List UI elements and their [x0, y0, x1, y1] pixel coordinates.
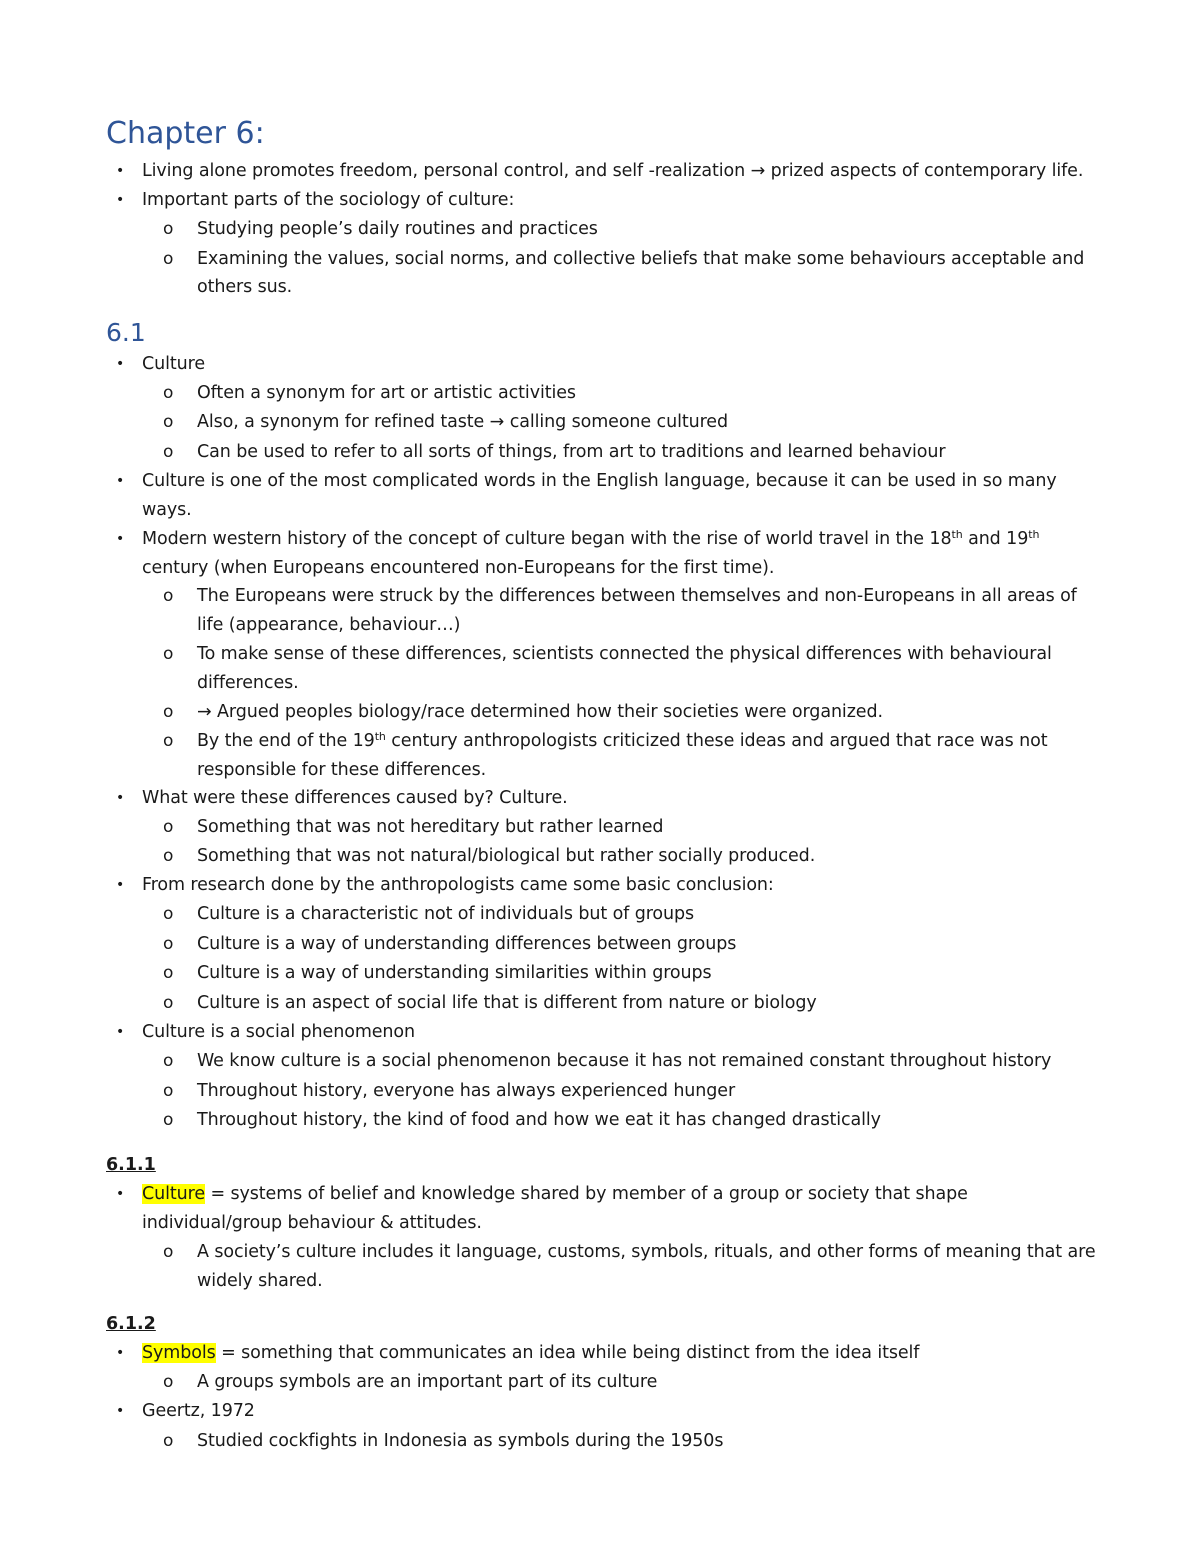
sub-bullet-marker: o [163, 1051, 174, 1071]
sub-bullet-marker: o [163, 1242, 174, 1262]
sub-list-item-continued: responsible for these differences. [197, 760, 487, 780]
bullet-marker: • [116, 163, 125, 179]
list-item: What were these differences caused by? Culture. [142, 788, 568, 808]
sub-list-item: Culture is a way of understanding differences between groups [197, 934, 737, 954]
list-item: Culture [142, 354, 206, 374]
sub-list-item: Throughout history, everyone has always experienced hunger [197, 1081, 736, 1101]
bullet-marker: • [116, 192, 125, 208]
section-title-6-1-1: 6.1.1 [106, 1155, 156, 1175]
sub-bullet-marker: o [163, 963, 174, 983]
sub-list-item: Throughout history, the kind of food and how we eat it has changed drastically [197, 1110, 881, 1130]
bullet-marker: • [116, 1345, 125, 1361]
sub-list-item: Culture is an aspect of social life that is different from nature or biology [197, 993, 817, 1013]
arrow-icon: → [489, 412, 505, 432]
list-item: Modern western history of the concept of culture began with the rise of world travel in the 18th and 19th [142, 528, 1040, 549]
sub-bullet-marker: o [163, 846, 174, 866]
sub-bullet-marker: o [163, 904, 174, 924]
sub-list-item-continued: life (appearance, behaviour…) [197, 615, 461, 635]
sub-bullet-marker: o [163, 934, 174, 954]
bullet-marker: • [116, 877, 125, 893]
sub-list-item: The Europeans were struck by the differences between themselves and non-Europeans in all areas of [197, 586, 1077, 606]
arrow-icon: → [750, 161, 766, 181]
sub-list-item: Culture is a way of understanding similarities within groups [197, 963, 712, 983]
list-item: Culture is a social phenomenon [142, 1022, 416, 1042]
sub-bullet-marker: o [163, 1081, 174, 1101]
bullet-marker: • [116, 473, 125, 489]
sub-list-item: Studying people’s daily routines and practices [197, 219, 598, 239]
sub-list-item: → Argued peoples biology/race determined how their societies were organized. [197, 702, 883, 722]
bullet-marker: • [116, 790, 125, 806]
sub-list-item: Also, a synonym for refined taste → calling someone cultured [197, 412, 728, 432]
sub-list-item: Something that was not natural/biological but rather socially produced. [197, 846, 816, 866]
sub-bullet-marker: o [163, 412, 174, 432]
chapter-title: Chapter 6: [106, 116, 265, 151]
bullet-marker: • [116, 1403, 125, 1419]
sub-list-item: Something that was not hereditary but rather learned [197, 817, 664, 837]
sub-bullet-marker: o [163, 702, 174, 722]
list-item: Living alone promotes freedom, personal control, and self -realization → prized aspects of contemporary life. [142, 161, 1084, 181]
sub-bullet-marker: o [163, 586, 174, 606]
sub-bullet-marker: o [163, 993, 174, 1013]
section-title-6-1: 6.1 [106, 318, 146, 347]
sub-bullet-marker: o [163, 383, 174, 403]
sub-list-item: Can be used to refer to all sorts of things, from art to traditions and learned behaviour [197, 442, 946, 462]
list-item-continued: individual/group behaviour & attitudes. [142, 1213, 482, 1233]
list-item-continued: century (when Europeans encountered non-Europeans for the first time). [142, 558, 775, 578]
sub-list-item: Examining the values, social norms, and collective beliefs that make some behaviours acceptable and [197, 249, 1085, 269]
sub-bullet-marker: o [163, 644, 174, 664]
arrow-icon: → [197, 702, 212, 722]
list-item: Symbols = something that communicates an idea while being distinct from the idea itself [142, 1343, 920, 1363]
sub-bullet-marker: o [163, 731, 174, 751]
sub-list-item: To make sense of these differences, scientists connected the physical differences with behavioural [197, 644, 1052, 664]
sub-bullet-marker: o [163, 1431, 174, 1451]
bullet-marker: • [116, 531, 125, 547]
sub-list-item-continued: differences. [197, 673, 299, 693]
sub-list-item-continued: others sus. [197, 277, 293, 297]
sub-bullet-marker: o [163, 1372, 174, 1392]
section-title-6-1-2: 6.1.2 [106, 1314, 156, 1334]
sub-list-item-continued: widely shared. [197, 1271, 323, 1291]
list-item: Geertz, 1972 [142, 1401, 255, 1421]
sub-bullet-marker: o [163, 817, 174, 837]
sub-bullet-marker: o [163, 1110, 174, 1130]
sub-list-item: Culture is a characteristic not of individuals but of groups [197, 904, 695, 924]
list-item: From research done by the anthropologists came some basic conclusion: [142, 875, 774, 895]
sub-bullet-marker: o [163, 219, 174, 239]
list-item: Culture = systems of belief and knowledge shared by member of a group or society that shape [142, 1184, 968, 1204]
sub-list-item: A groups symbols are an important part of its culture [197, 1372, 658, 1392]
sub-bullet-marker: o [163, 249, 174, 269]
list-item: Important parts of the sociology of culture: [142, 190, 515, 210]
bullet-marker: • [116, 356, 125, 372]
sub-list-item: Often a synonym for art or artistic activities [197, 383, 576, 403]
sub-list-item: We know culture is a social phenomenon because it has not remained constant throughout history [197, 1051, 1052, 1071]
highlighted-term: Culture [142, 1184, 206, 1204]
sub-list-item: A society’s culture includes it language, customs, symbols, rituals, and other forms of meaning that are [197, 1242, 1096, 1262]
list-item: Culture is one of the most complicated words in the English language, because it can be used in so many [142, 471, 1057, 491]
sub-list-item: By the end of the 19th century anthropologists criticized these ideas and argued that race was not [197, 730, 1048, 751]
bullet-marker: • [116, 1024, 125, 1040]
list-item-continued: ways. [142, 500, 192, 520]
bullet-marker: • [116, 1186, 125, 1202]
sub-list-item: Studied cockfights in Indonesia as symbols during the 1950s [197, 1431, 724, 1451]
highlighted-term: Symbols [142, 1343, 216, 1363]
sub-bullet-marker: o [163, 442, 174, 462]
